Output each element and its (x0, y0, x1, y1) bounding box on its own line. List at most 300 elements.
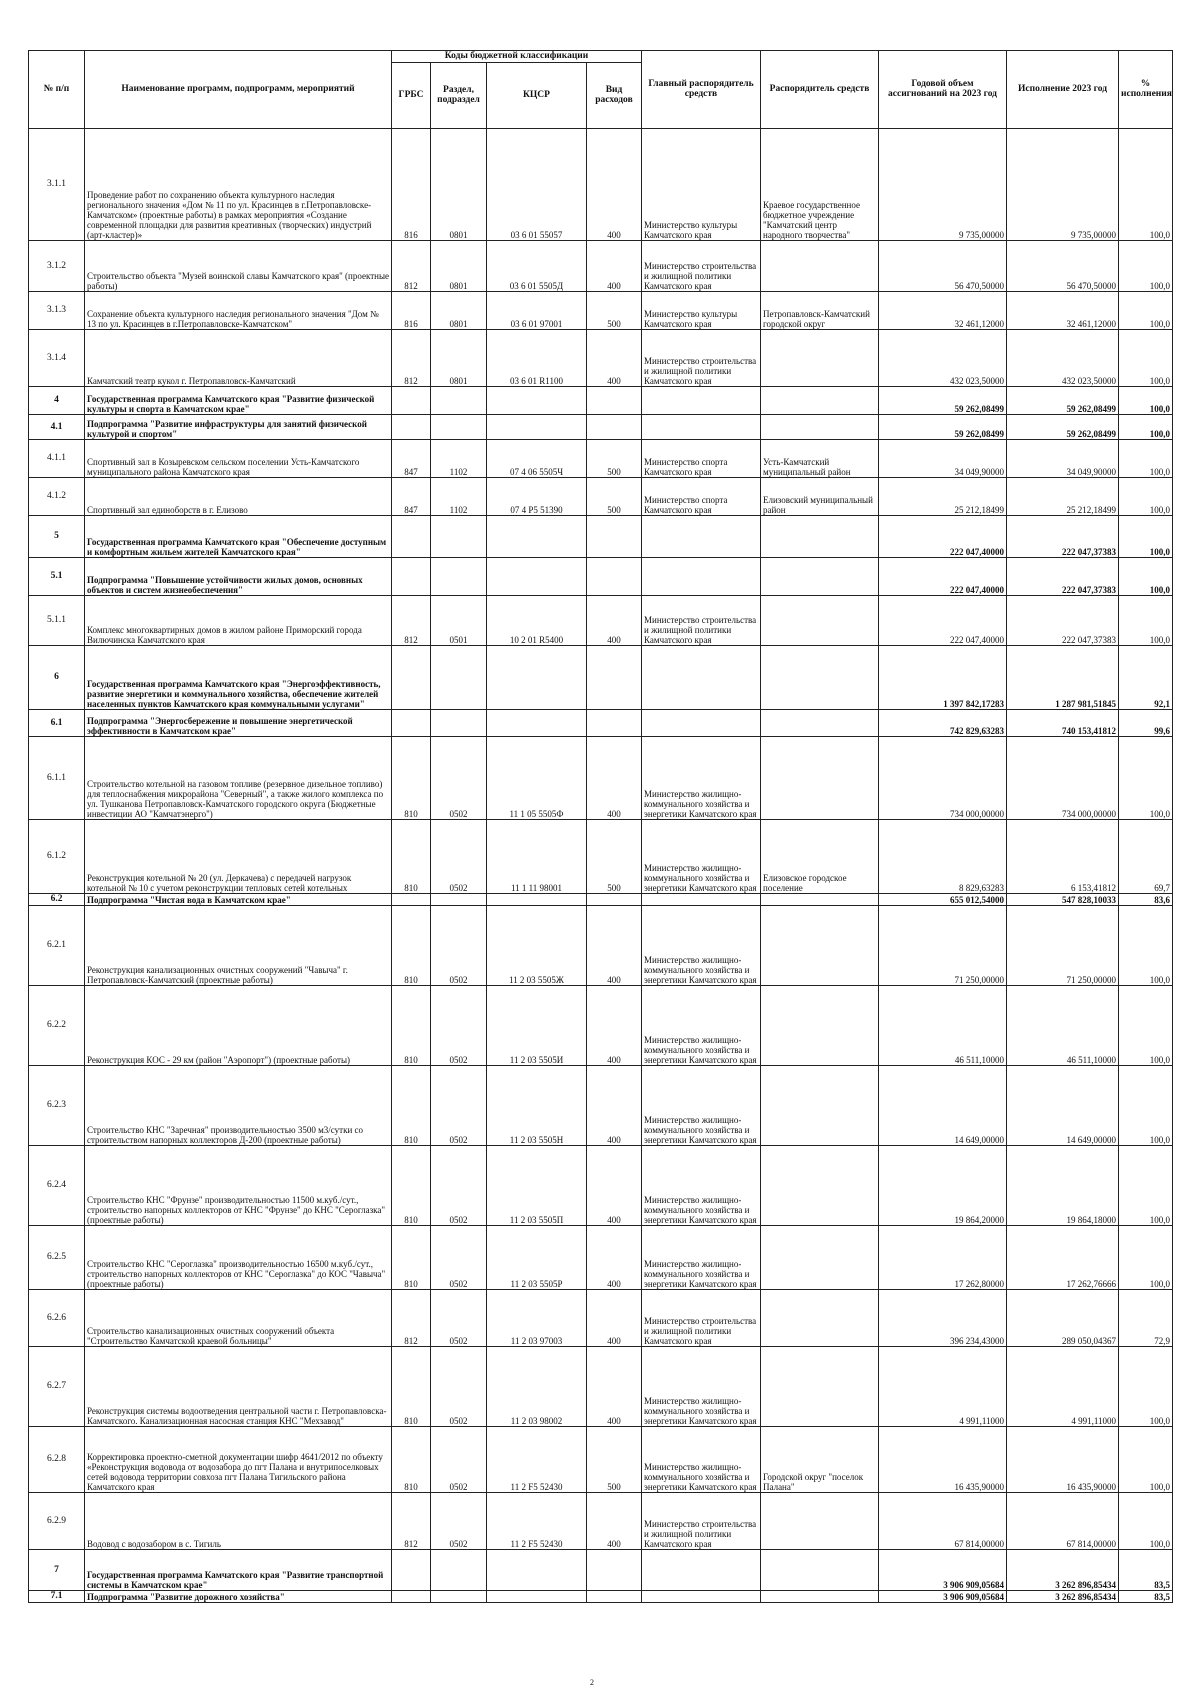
row-plan: 19 864,20000 (879, 1145, 1007, 1225)
row-name: Строительство КНС "Сероглазка" производительностью 16500 м.куб./сут., строительство напорных коллекторов от КНС "Сероглазка" до КОС "Чавыча" (проектные работы) (85, 1225, 392, 1289)
row-number: 6.2.4 (29, 1145, 85, 1225)
row-razdel: 0801 (431, 329, 487, 386)
row-number: 6.2.2 (29, 985, 85, 1065)
row-grbs (392, 386, 431, 414)
row-fact: 289 050,04367 (1007, 1289, 1119, 1346)
table-row (29, 477, 1173, 515)
row-kcsr (487, 893, 587, 905)
table-row (29, 439, 1173, 477)
row-razdel: 1102 (431, 477, 487, 515)
row-number: 4.1 (29, 414, 85, 439)
row-plan: 9 735,00000 (879, 128, 1007, 240)
row-razdel: 0801 (431, 240, 487, 291)
row-grbs (392, 414, 431, 439)
header-codes-group: Коды бюджетной классификации (392, 51, 642, 63)
row-name: Строительство объекта "Музей воинской славы Камчатского края" (проектные работы) (85, 240, 392, 291)
row-plan: 67 814,00000 (879, 1492, 1007, 1549)
row-manager (761, 985, 879, 1065)
page-number: 2 (590, 1678, 594, 1687)
row-name: Строительство КНС "Фрунзе" производительностью 11500 м.куб./сут., строительство напорных коллекторов от КНС "Фрунзе" до КНС "Сероглазка" (проектные работы) (85, 1145, 392, 1225)
row-grbs (392, 1590, 431, 1602)
table-row (29, 595, 1173, 645)
row-plan: 3 906 909,05684 (879, 1549, 1007, 1590)
row-percent: 100,0 (1119, 439, 1173, 477)
row-manager: Усть-Камчатский муниципальный район (761, 439, 879, 477)
row-manager (761, 595, 879, 645)
row-plan: 3 906 909,05684 (879, 1590, 1007, 1602)
row-name: Государственная программа Камчатского края "Развитие физической культуры и спорта в Камчатском крае" (85, 386, 392, 414)
table-row (29, 1549, 1173, 1590)
row-razdel (431, 414, 487, 439)
row-percent: 100,0 (1119, 477, 1173, 515)
row-razdel (431, 893, 487, 905)
row-kcsr: 11 2 03 5505П (487, 1145, 587, 1225)
row-manager: Краевое государственное бюджетное учреждение "Камчатский центр народного творчества" (761, 128, 879, 240)
header-percent: % исполнения (1119, 51, 1173, 129)
row-main-manager: Министерство строительства и жилищной политики Камчатского края (642, 595, 761, 645)
row-main-manager: Министерство жилищно-коммунального хозяйства и энергетики Камчатского края (642, 1065, 761, 1145)
row-number: 6.1.1 (29, 736, 85, 819)
row-fact: 67 814,00000 (1007, 1492, 1119, 1549)
row-kcsr: 03 6 01 R1100 (487, 329, 587, 386)
header-grbs: ГРБС (392, 62, 431, 128)
row-main-manager: Министерство спорта Камчатского края (642, 439, 761, 477)
row-percent: 83,5 (1119, 1590, 1173, 1602)
row-vid: 400 (587, 1346, 642, 1426)
row-number: 6.2.5 (29, 1225, 85, 1289)
row-fact: 19 864,18000 (1007, 1145, 1119, 1225)
row-vid: 400 (587, 1145, 642, 1225)
row-vid: 400 (587, 736, 642, 819)
row-percent: 100,0 (1119, 557, 1173, 595)
row-name: Подпрограмма "Энергосбережение и повышение энергетической эффективности в Камчатском крае" (85, 709, 392, 736)
row-plan: 396 234,43000 (879, 1289, 1007, 1346)
row-kcsr: 10 2 01 R5400 (487, 595, 587, 645)
row-fact: 59 262,08499 (1007, 386, 1119, 414)
row-kcsr (487, 645, 587, 709)
row-fact: 222 047,37383 (1007, 595, 1119, 645)
row-grbs: 816 (392, 128, 431, 240)
row-manager (761, 645, 879, 709)
row-grbs (392, 1549, 431, 1590)
row-grbs: 810 (392, 736, 431, 819)
row-percent: 100,0 (1119, 240, 1173, 291)
header-fact: Исполнение 2023 год (1007, 51, 1119, 129)
row-grbs: 812 (392, 240, 431, 291)
row-fact: 222 047,37383 (1007, 515, 1119, 557)
row-vid (587, 1590, 642, 1602)
row-percent: 100,0 (1119, 1426, 1173, 1492)
row-vid (587, 893, 642, 905)
row-number: 7 (29, 1549, 85, 1590)
row-fact: 432 023,50000 (1007, 329, 1119, 386)
row-percent: 72,9 (1119, 1289, 1173, 1346)
row-grbs (392, 645, 431, 709)
row-manager (761, 736, 879, 819)
row-vid: 500 (587, 477, 642, 515)
row-number: 3.1.4 (29, 329, 85, 386)
row-name: Государственная программа Камчатского края "Обеспечение доступным и комфортным жильем жителей Камчатского края" (85, 515, 392, 557)
row-fact: 3 262 896,85434 (1007, 1549, 1119, 1590)
row-name: Государственная программа Камчатского края "Развитие транспортной системы в Камчатском крае" (85, 1549, 392, 1590)
budget-table (28, 50, 1173, 1603)
row-vid: 400 (587, 1065, 642, 1145)
row-kcsr: 11 1 11 98001 (487, 819, 587, 893)
row-name: Строительство КНС "Заречная" производительностью 3500 м3/сутки со строительством напорных коллекторов Д-200 (проектные работы) (85, 1065, 392, 1145)
row-vid: 500 (587, 819, 642, 893)
row-grbs: 810 (392, 1145, 431, 1225)
row-plan: 8 829,63283 (879, 819, 1007, 893)
row-plan: 46 511,10000 (879, 985, 1007, 1065)
row-plan: 14 649,00000 (879, 1065, 1007, 1145)
row-fact: 46 511,10000 (1007, 985, 1119, 1065)
row-vid: 500 (587, 291, 642, 329)
row-number: 6.2.6 (29, 1289, 85, 1346)
row-kcsr (487, 515, 587, 557)
row-name: Подпрограмма "Развитие дорожного хозяйства" (85, 1590, 392, 1602)
row-vid: 400 (587, 905, 642, 985)
row-manager (761, 905, 879, 985)
row-fact: 4 991,11000 (1007, 1346, 1119, 1426)
row-plan: 56 470,50000 (879, 240, 1007, 291)
row-percent: 69,7 (1119, 819, 1173, 893)
row-main-manager (642, 557, 761, 595)
row-main-manager (642, 709, 761, 736)
table-row (29, 1590, 1173, 1602)
row-grbs: 816 (392, 291, 431, 329)
row-manager (761, 1145, 879, 1225)
row-percent: 83,6 (1119, 893, 1173, 905)
row-main-manager: Министерство культуры Камчатского края (642, 291, 761, 329)
row-grbs: 847 (392, 477, 431, 515)
row-razdel (431, 386, 487, 414)
row-vid (587, 709, 642, 736)
row-main-manager: Министерство культуры Камчатского края (642, 128, 761, 240)
row-name: Строительство канализационных очистных сооружений объекта "Строительство Камчатской краевой больницы" (85, 1289, 392, 1346)
row-grbs (392, 515, 431, 557)
row-percent: 100,0 (1119, 1346, 1173, 1426)
row-grbs: 810 (392, 1065, 431, 1145)
row-manager (761, 515, 879, 557)
row-kcsr (487, 709, 587, 736)
row-name: Сохранение объекта культурного наследия регионального значения "Дом № 13 по ул. Красинцев в г.Петропавловске-Камчатском" (85, 291, 392, 329)
row-plan: 16 435,90000 (879, 1426, 1007, 1492)
row-kcsr: 07 4 06 5505Ч (487, 439, 587, 477)
row-main-manager (642, 414, 761, 439)
table-row (29, 557, 1173, 595)
row-percent: 100,0 (1119, 414, 1173, 439)
row-main-manager (642, 893, 761, 905)
row-name: Спортивный зал единоборств в г. Елизово (85, 477, 392, 515)
table-row (29, 736, 1173, 819)
row-number: 6.2.7 (29, 1346, 85, 1426)
row-plan: 742 829,63283 (879, 709, 1007, 736)
row-fact: 17 262,76666 (1007, 1225, 1119, 1289)
row-main-manager: Министерство жилищно-коммунального хозяйства и энергетики Камчатского края (642, 1346, 761, 1426)
row-kcsr: 11 2 F5 52430 (487, 1492, 587, 1549)
row-main-manager (642, 515, 761, 557)
row-kcsr (487, 1590, 587, 1602)
table-row (29, 240, 1173, 291)
row-number: 6 (29, 645, 85, 709)
row-kcsr: 11 2 03 97003 (487, 1289, 587, 1346)
row-grbs: 810 (392, 1225, 431, 1289)
table-row (29, 905, 1173, 985)
row-name: Комплекс многоквартирных домов в жилом районе Приморский города Вилючинска Камчатского края (85, 595, 392, 645)
row-plan: 432 023,50000 (879, 329, 1007, 386)
row-name: Камчатский театр кукол г. Петропавловск-Камчатский (85, 329, 392, 386)
row-number: 5.1.1 (29, 595, 85, 645)
row-main-manager: Министерство жилищно-коммунального хозяйства и энергетики Камчатского края (642, 736, 761, 819)
row-vid (587, 386, 642, 414)
row-vid: 400 (587, 329, 642, 386)
row-fact: 71 250,00000 (1007, 905, 1119, 985)
row-fact: 547 828,10033 (1007, 893, 1119, 905)
row-plan: 655 012,54000 (879, 893, 1007, 905)
row-kcsr: 11 2 03 5505Р (487, 1225, 587, 1289)
row-percent: 100,0 (1119, 905, 1173, 985)
row-plan: 71 250,00000 (879, 905, 1007, 985)
row-name: Строительство котельной на газовом топливе (резервное дизельное топливо) для теплоснабжения микрорайона "Северный", а также жилого комплекса по ул. Тушканова Петропавловск-Камчатского городского округа (Бюджетные инвестиции АО "Камчатэнерго") (85, 736, 392, 819)
row-grbs: 812 (392, 1492, 431, 1549)
row-kcsr (487, 1549, 587, 1590)
table-row (29, 1346, 1173, 1426)
row-percent: 100,0 (1119, 291, 1173, 329)
row-razdel: 0502 (431, 985, 487, 1065)
table-row (29, 1289, 1173, 1346)
row-razdel (431, 557, 487, 595)
row-vid (587, 1549, 642, 1590)
row-manager (761, 329, 879, 386)
row-vid: 400 (587, 1225, 642, 1289)
row-number: 5 (29, 515, 85, 557)
row-name: Реконструкция КОС - 29 км (район "Аэропорт") (проектные работы) (85, 985, 392, 1065)
row-grbs: 812 (392, 595, 431, 645)
row-manager (761, 386, 879, 414)
row-manager (761, 1346, 879, 1426)
row-percent: 100,0 (1119, 1225, 1173, 1289)
row-razdel: 0502 (431, 1492, 487, 1549)
row-kcsr: 11 2 03 5505Н (487, 1065, 587, 1145)
row-vid: 400 (587, 1492, 642, 1549)
row-manager (761, 893, 879, 905)
row-razdel (431, 1549, 487, 1590)
row-number: 6.2.8 (29, 1426, 85, 1492)
row-vid: 400 (587, 985, 642, 1065)
row-fact: 740 153,41812 (1007, 709, 1119, 736)
row-percent: 100,0 (1119, 1065, 1173, 1145)
header-razdel: Раздел, подраздел (431, 62, 487, 128)
row-plan: 222 047,40000 (879, 557, 1007, 595)
row-number: 4.1.1 (29, 439, 85, 477)
row-plan: 34 049,90000 (879, 439, 1007, 477)
row-percent: 83,5 (1119, 1549, 1173, 1590)
row-name: Подпрограмма "Развитие инфраструктуры для занятий физической культурой и спортом" (85, 414, 392, 439)
row-vid (587, 557, 642, 595)
row-manager (761, 414, 879, 439)
row-percent: 100,0 (1119, 736, 1173, 819)
row-vid (587, 645, 642, 709)
row-razdel: 0502 (431, 1426, 487, 1492)
row-manager (761, 709, 879, 736)
row-plan: 4 991,11000 (879, 1346, 1007, 1426)
row-fact: 6 153,41812 (1007, 819, 1119, 893)
row-manager: Елизовское городское поселение (761, 819, 879, 893)
row-manager: Елизовский муниципальный район (761, 477, 879, 515)
row-name: Реконструкция системы водоотведения центральной части г. Петропавловска-Камчатского. Канализационная насосная станция КНС "Мехзавод" (85, 1346, 392, 1426)
table-row (29, 414, 1173, 439)
row-main-manager (642, 645, 761, 709)
table-row (29, 329, 1173, 386)
table-row (29, 645, 1173, 709)
row-plan: 59 262,08499 (879, 414, 1007, 439)
row-fact: 59 262,08499 (1007, 414, 1119, 439)
row-main-manager (642, 1590, 761, 1602)
row-kcsr (487, 414, 587, 439)
row-name: Корректировка проектно-сметной документации шифр 4641/2012 по объекту «Реконструкция водовода от водозабора до пгт Палана и внутрипоселковых сетей водовода территории совхоза пгт Палана Тигильского района Камчатского края (85, 1426, 392, 1492)
row-plan: 1 397 842,17283 (879, 645, 1007, 709)
row-razdel: 0502 (431, 1346, 487, 1426)
header-kcsr: КЦСР (487, 62, 587, 128)
row-name: Проведение работ по сохранению объекта культурного наследия регионального значения «Дом № 11 по ул. Красинцев в г.Петропавловске-Камчатском» (проектные работы) в рамках мероприятия «Создание современной площадки для развития креативных (творческих) индустрий (арт-кластер)» (85, 128, 392, 240)
table-row (29, 709, 1173, 736)
row-vid: 500 (587, 439, 642, 477)
row-percent: 100,0 (1119, 329, 1173, 386)
row-manager (761, 1289, 879, 1346)
row-razdel: 0502 (431, 736, 487, 819)
row-main-manager: Министерство жилищно-коммунального хозяйства и энергетики Камчатского края (642, 985, 761, 1065)
row-plan: 734 000,00000 (879, 736, 1007, 819)
row-fact: 16 435,90000 (1007, 1426, 1119, 1492)
row-kcsr: 03 6 01 97001 (487, 291, 587, 329)
header-main-manager: Главный распорядитель средств (642, 51, 761, 129)
table-row (29, 819, 1173, 893)
row-percent: 100,0 (1119, 386, 1173, 414)
row-number: 6.2 (29, 893, 85, 905)
table-row (29, 515, 1173, 557)
table-row (29, 386, 1173, 414)
row-kcsr: 11 1 05 5505Ф (487, 736, 587, 819)
row-main-manager: Министерство жилищно-коммунального хозяйства и энергетики Камчатского края (642, 1145, 761, 1225)
row-name: Водовод с водозабором в с. Тигиль (85, 1492, 392, 1549)
row-plan: 32 461,12000 (879, 291, 1007, 329)
row-plan: 25 212,18499 (879, 477, 1007, 515)
row-number: 7.1 (29, 1590, 85, 1602)
row-number: 6.1.2 (29, 819, 85, 893)
table-row (29, 128, 1173, 240)
row-vid (587, 414, 642, 439)
row-percent: 100,0 (1119, 1492, 1173, 1549)
table-row (29, 1145, 1173, 1225)
row-kcsr: 11 2 03 5505И (487, 985, 587, 1065)
row-plan: 222 047,40000 (879, 515, 1007, 557)
row-main-manager: Министерство спорта Камчатского края (642, 477, 761, 515)
row-razdel: 0502 (431, 1289, 487, 1346)
row-vid: 400 (587, 240, 642, 291)
row-number: 3.1.3 (29, 291, 85, 329)
row-manager (761, 1590, 879, 1602)
row-manager (761, 240, 879, 291)
row-name: Подпрограмма "Чистая вода в Камчатском крае" (85, 893, 392, 905)
header-plan: Годовой объем ассигнований на 2023 год (879, 51, 1007, 129)
row-main-manager: Министерство строительства и жилищной политики Камчатского края (642, 240, 761, 291)
header-name: Наименование программ, подпрограмм, мероприятий (85, 51, 392, 129)
table-row (29, 1225, 1173, 1289)
row-number: 6.2.1 (29, 905, 85, 985)
row-grbs (392, 557, 431, 595)
row-percent: 100,0 (1119, 128, 1173, 240)
table-row (29, 291, 1173, 329)
row-fact: 56 470,50000 (1007, 240, 1119, 291)
row-razdel: 0501 (431, 595, 487, 645)
row-razdel: 0502 (431, 905, 487, 985)
row-vid: 400 (587, 1289, 642, 1346)
row-grbs: 810 (392, 985, 431, 1065)
row-name: Реконструкция котельной № 20 (ул. Деркачева) с передачей нагрузок котельной № 10 с учетом реконструкции тепловых сетей котельных (85, 819, 392, 893)
row-main-manager: Министерство жилищно-коммунального хозяйства и энергетики Камчатского края (642, 905, 761, 985)
row-kcsr: 11 2 03 98002 (487, 1346, 587, 1426)
row-grbs: 847 (392, 439, 431, 477)
row-razdel: 0801 (431, 128, 487, 240)
row-fact: 734 000,00000 (1007, 736, 1119, 819)
row-manager (761, 1225, 879, 1289)
row-razdel (431, 515, 487, 557)
row-number: 3.1.1 (29, 128, 85, 240)
row-manager (761, 1492, 879, 1549)
row-name: Подпрограмма "Повышение устойчивости жилых домов, основных объектов и систем жизнеобеспечения" (85, 557, 392, 595)
row-kcsr: 03 6 01 55057 (487, 128, 587, 240)
row-name: Спортивный зал в Козыревском сельском поселении Усть-Камчатского муниципального района Камчатского края (85, 439, 392, 477)
row-kcsr: 07 4 P5 51390 (487, 477, 587, 515)
row-vid: 500 (587, 1426, 642, 1492)
row-main-manager: Министерство строительства и жилищной политики Камчатского края (642, 1289, 761, 1346)
row-percent: 92,1 (1119, 645, 1173, 709)
row-fact: 3 262 896,85434 (1007, 1590, 1119, 1602)
row-main-manager: Министерство жилищно-коммунального хозяйства и энергетики Камчатского края (642, 1426, 761, 1492)
row-grbs: 810 (392, 1346, 431, 1426)
row-manager (761, 557, 879, 595)
row-number: 3.1.2 (29, 240, 85, 291)
row-grbs: 812 (392, 329, 431, 386)
row-grbs: 812 (392, 1289, 431, 1346)
row-manager (761, 1549, 879, 1590)
row-plan: 59 262,08499 (879, 386, 1007, 414)
row-main-manager (642, 1549, 761, 1590)
row-number: 4.1.2 (29, 477, 85, 515)
row-number: 6.2.3 (29, 1065, 85, 1145)
row-main-manager: Министерство строительства и жилищной политики Камчатского края (642, 329, 761, 386)
row-plan: 17 262,80000 (879, 1225, 1007, 1289)
table-body (29, 128, 1173, 1602)
row-razdel (431, 1590, 487, 1602)
row-fact: 34 049,90000 (1007, 439, 1119, 477)
row-fact: 25 212,18499 (1007, 477, 1119, 515)
row-vid: 400 (587, 595, 642, 645)
row-percent: 100,0 (1119, 1145, 1173, 1225)
row-manager: Петропавловск-Камчатский городской округ (761, 291, 879, 329)
row-razdel: 0502 (431, 1065, 487, 1145)
row-main-manager: Министерство жилищно-коммунального хозяйства и энергетики Камчатского края (642, 819, 761, 893)
row-number: 6.2.9 (29, 1492, 85, 1549)
row-number: 4 (29, 386, 85, 414)
row-main-manager: Министерство строительства и жилищной политики Камчатского края (642, 1492, 761, 1549)
row-razdel: 0801 (431, 291, 487, 329)
row-percent: 99,6 (1119, 709, 1173, 736)
row-percent: 100,0 (1119, 515, 1173, 557)
row-manager: Городской округ "поселок Палана" (761, 1426, 879, 1492)
row-percent: 100,0 (1119, 985, 1173, 1065)
row-number: 6.1 (29, 709, 85, 736)
